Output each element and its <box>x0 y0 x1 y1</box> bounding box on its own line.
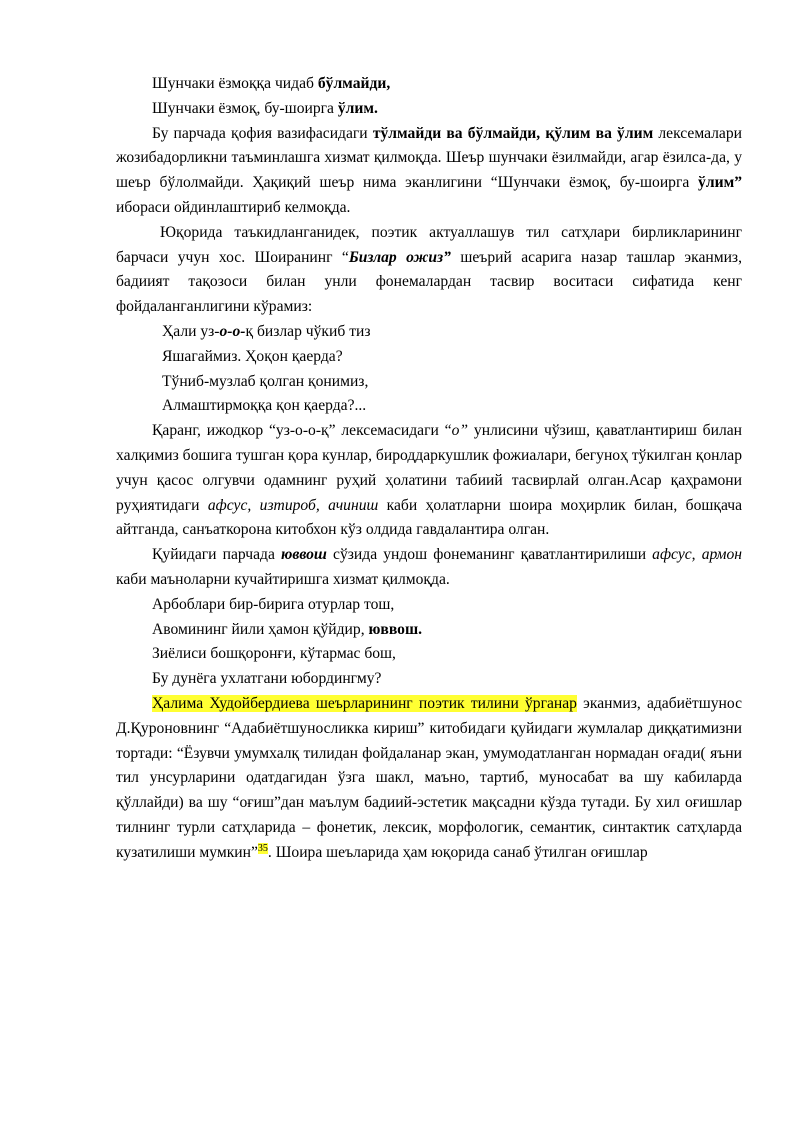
paragraph: Бу парчада қофия вазифасидаги тўлмайди ва бўлмайди, қўлим ва ўлим лексемалари жозибадорликни таъминлашга хизмат қилмоқда. Шеър шунчаки ёзилмайди, агар ёзилса-да, у шеър бўлолмайди. Ҳақиқий шеър нима эканлигини “Шунчаки ёзмоқ, бу-шоирга ўлим” ибораси ойдинлаштириб келмоқда. <box>116 124 742 216</box>
footnote-ref[interactable]: 35 <box>257 842 268 854</box>
poem-line: Зиёлиси бошқоронғи, кўтармас бош, <box>152 645 396 663</box>
poem-line: Тўниб-музлаб қолган қонимиз, <box>162 372 369 390</box>
paragraph: Ҳалима Худойбердиева шеърларининг поэтик тилини ўрганар эканмиз, адабиётшунос Д.Қуроновнинг “Адабиётшуносликка кириш” китобидаги қуйидаги жумлалар диққатимизни тортади: “Ёзувчи умумхалқ тилидан фойдаланар экан, умумодатланган нормадан оғади( яъни тил унсурларини одатдагидан ўзга шакл, маъно, тартиб, муносабат ва шу кабиларда қўллайди) ва шу “оғиш”дан маълум бадиий-эстетик мақсадни кўзда тутади. Бу хил оғишлар тилнинг турли сатҳларида – фонетик, лексик, морфологик, семантик, синтактик сатҳларда кузатилиши мумкин”$^{35}$. Шоира шеъларида ҳам юқорида санаб ўтилган оғишлар <box>116 694 742 861</box>
poem-line: Авомининг йили ҳамон қўйдир, юввош. <box>152 620 423 638</box>
poem-line: Арбоблари бир-бирига отурлар тош, <box>152 595 395 613</box>
highlighted-text: Ҳалима Худойбердиева шеърларининг поэтик тилини ўрганар <box>152 694 577 712</box>
poem-line: Яшагаймиз. Ҳоқон қаерда? <box>162 347 343 365</box>
paragraph: Қуйидаги парчада юввош сўзида ундош фонеманинг қаватлантирилиши афсус, армон каби маъноларни кучайтиришга хизмат қилмоқда. <box>116 546 742 588</box>
poem-line: Ҳали уз-о-о-қ бизлар чўкиб тиз <box>162 322 371 340</box>
poem-line: Шунчаки ёзмоққа чидаб бўлмайди, <box>152 75 391 92</box>
poem-line: Алмаштирмоққа қон қаерда?... <box>162 397 367 415</box>
poem-line: Бу дунёга ухлатгани юбордингму? <box>152 670 382 688</box>
paragraph: Қаранг, ижодкор “уз-о-о-қ” лексемасидаги “о” унлисини чўзиш, қаватлантириш билан халқимиз бошига тушган қора кунлар, бироддаркушлик фожиалари, бегуноҳ тўкилган қонлар учун қасос олгувчи одамнинг руҳий ҳолатини табиий тасвирлай олган.Асар қаҳрамони руҳиятидаги афсус, изтироб, ачиниш каби ҳолатларни шоира моҳирлик билан, бошқача айтганда, санъаткорона китобхон кўз олдида гавдалантира олган. <box>116 422 743 539</box>
poem-line: Шунчаки ёзмоқ, бу-шоирга ўлим. <box>152 99 378 117</box>
document-page <box>116 72 742 866</box>
paragraph: Юқорида таъкидланганидек, поэтик актуаллашув тил сатҳлари бирликларининг барчаси учун хос. Шоиранинг “Бизлар ожиз” шеърий асарига назар ташлар эканмиз, бадиият тақозоси билан унли фонемалардан тасвир воситаси сифатида кенг фойдаланганлигини кўрамиз: <box>116 223 742 316</box>
